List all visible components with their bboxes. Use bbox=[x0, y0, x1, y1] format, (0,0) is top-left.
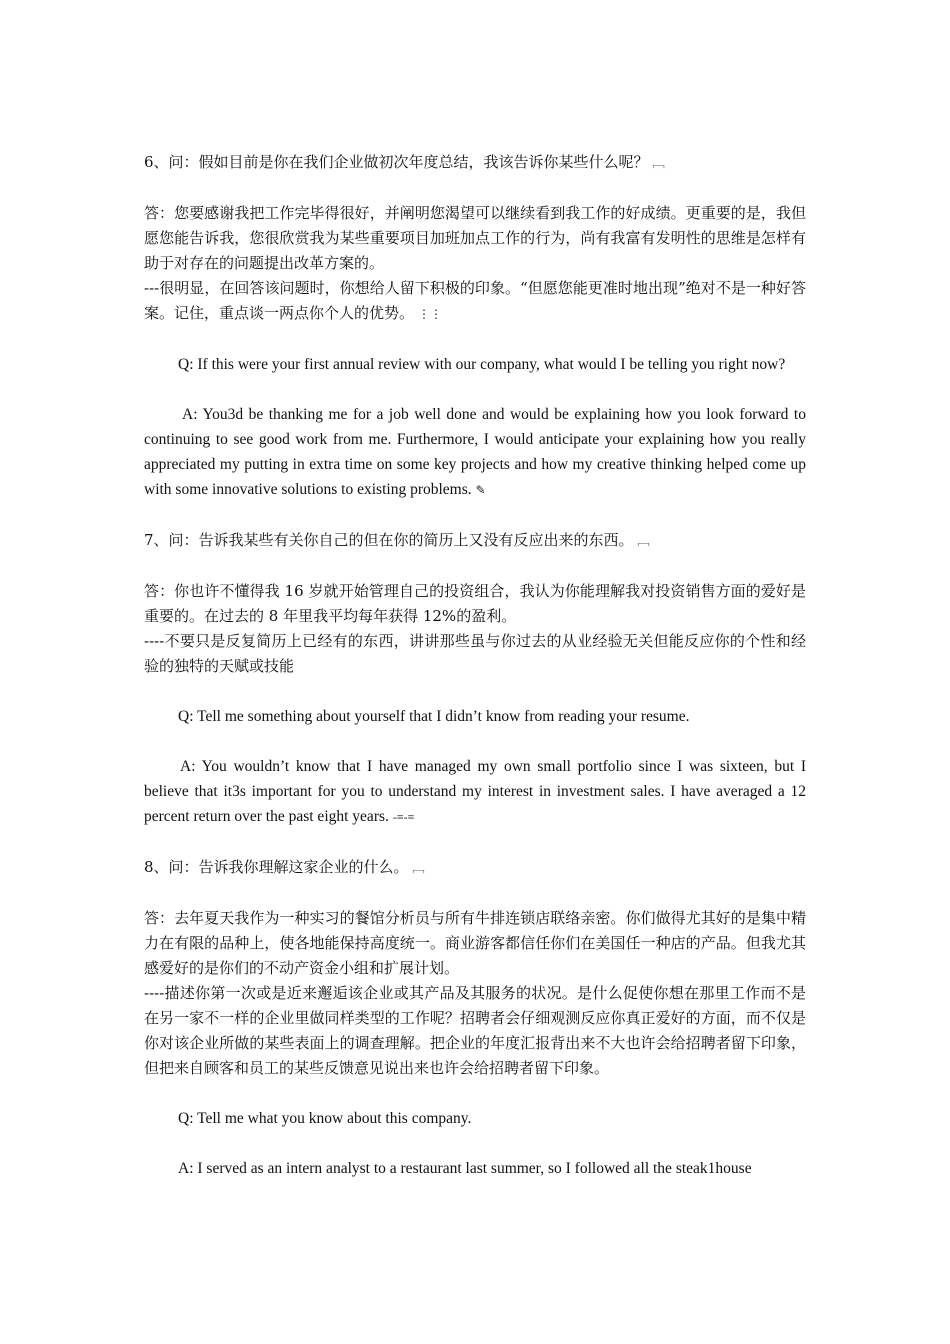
q7-tip-cn: ----不要只是反复简历上已经有的东西，讲讲那些虽与你过去的从业经验无关但能反应你的个性和经验的独特的天赋或技能 bbox=[144, 632, 806, 675]
q6-question-cn: 6、问：假如目前是你在我们企业做初次年度总结，我该告诉你某些什么呢？ ﹇ bbox=[144, 153, 665, 171]
q6-answer-cn: 答：您要感谢我把工作完毕得很好，并阐明您渴望可以继续看到我工作的好成绩。更重要的是，我但愿您能告诉我，您很欣赏我为某些重要项目加班加点工作的行为，尚有我富有发明性的思维是怎样有助于对存在的问题提出改革方案的。 bbox=[144, 204, 806, 272]
q8-tip-cn: ----描述你第一次或是近来邂逅该企业或其产品及其服务的状况。是什么促使你想在那里工作而不是在另一家不一样的企业里做同样类型的工作呢？招聘者会仔细观测反应你真正爱好的方面，而不仅是你对该企业所做的某些表面上的调查理解。把企业的年度汇报背出来不大也许会给招聘者留下印象，但把来自顾客和员工的某些反馈意见说出来也许会给招聘者留下印象。 bbox=[144, 984, 806, 1077]
q8-answer-cn: 答：去年夏天我作为一种实习的餐馆分析员与所有牛排连锁店联络亲密。你们做得尤其好的是集中精力在有限的品种上，使各地能保持高度统一。商业游客都信任你们在美国任一种店的产品。但我尤其感爱好的是你们的不动产资金小组和扩展计划。 bbox=[144, 909, 806, 977]
q6-question-en: Q: If this were your first annual review with our company, what would I be telling you right now? bbox=[178, 356, 786, 373]
pencil-mark-icon: ✎ bbox=[475, 483, 486, 497]
q8-question-en: Q: Tell me what you know about this company. bbox=[178, 1110, 472, 1127]
document-body bbox=[144, 150, 806, 1181]
q8-answer-en: A: I served as an intern analyst to a restaurant last summer, so I followed all the steak1house bbox=[178, 1160, 752, 1177]
q6-answer-en: A: You3d be thanking me for a job well done and would be explaining how you look forward to continuing to see good work from me. Furthermore, I would anticipate your explaining how you really appreciated my putting in extra time on some key projects and how my creative thinking helped come up with some innovative solutions to existing problems. ✎ bbox=[144, 406, 806, 498]
q7-answer-en: A: You wouldn’t know that I have managed my own small portfolio since I was sixteen, but I believe that it3s important for you to understand my interest in investment sales. I have averaged a 12 percent return over the past eight years. -≡-≡ bbox=[144, 758, 806, 825]
bracket-mark-icon: ﹇ bbox=[652, 156, 665, 170]
q6-tip-cn: ---很明显，在回答该问题时，你想给人留下积极的印象。“但愿您能更准时地出现”绝对不是一种好答案。记住，重点谈一两点你个人的优势。 ⋮⋮ bbox=[144, 279, 806, 322]
bracket-mark-icon: ﹇ bbox=[412, 861, 425, 875]
dash-mark-icon: -≡-≡ bbox=[392, 810, 415, 824]
q7-answer-cn: 答：你也许不懂得我 16 岁就开始管理自己的投资组合，我认为你能理解我对投资销售方面的爱好是重要的。在过去的 8 年里我平均每年获得 12%的盈利。 bbox=[144, 582, 806, 625]
q7-question-cn: 7、问：告诉我某些有关你自己的但在你的简历上又没有反应出来的东西。 ﹇ bbox=[144, 531, 650, 549]
bracket-mark-icon: ﹇ bbox=[637, 534, 650, 548]
vertical-dots-icon: ⋮⋮ bbox=[418, 307, 443, 321]
q7-question-en: Q: Tell me something about yourself that I didn’t know from reading your resume. bbox=[178, 708, 690, 725]
q8-question-cn: 8、问：告诉我你理解这家企业的什么。 ﹇ bbox=[144, 858, 425, 876]
